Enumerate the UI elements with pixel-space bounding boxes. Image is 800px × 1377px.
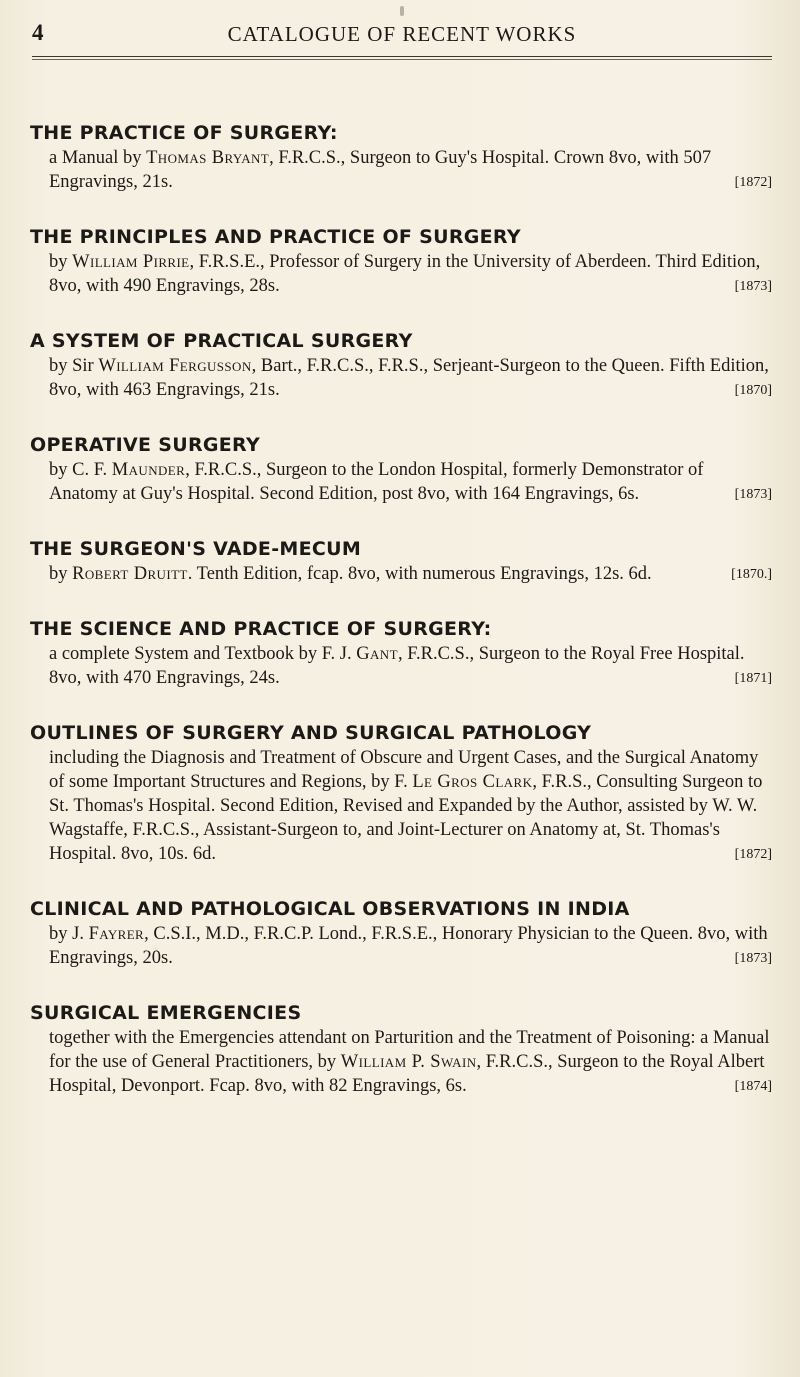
entry-description [49,250,772,298]
entry-title: OUTLINES OF SURGERY AND SURGICAL PATHOLOGY [30,722,592,744]
entry-description-lead: by [49,564,73,584]
entry-author: Maunder [111,460,186,480]
entry-title: THE PRACTICE OF SURGERY: [30,122,338,144]
entry-description [49,922,772,970]
catalogue-entry [30,1000,772,1098]
entry-description-lead: by Sir [49,356,99,376]
entry-year: [1871] [734,671,772,686]
entry-description [49,354,772,402]
entry-description-detail: , F.R.C.S., Surgeon to the Royal Free Hospital. 8vo, with 470 Engravings, 24s. [49,644,745,688]
header-rule [32,56,772,57]
entry-description [49,562,772,586]
entry-description [49,458,772,506]
entry-title: THE SCIENCE AND PRACTICE OF SURGERY: [30,618,492,640]
page-number: 4 [32,20,44,45]
entry-description-lead: by C. F. [49,460,112,480]
entry-title: SURGICAL EMERGENCIES [30,1002,302,1024]
entry-year: [1872] [734,847,772,862]
entry-title: A SYSTEM OF PRACTICAL SURGERY [30,330,413,352]
entry-list [30,120,772,1128]
entry-title: THE PRINCIPLES AND PRACTICE OF SURGERY [30,226,521,248]
entry-year: [1870] [734,383,772,398]
entry-description-lead: a complete System and Textbook by F. J. [49,644,357,664]
entry-title: THE SURGEON'S VADE-MECUM [30,538,362,560]
entry-year: [1873] [734,951,772,966]
catalogue-entry [30,224,772,298]
entry-description-detail: , Bart., F.R.C.S., F.R.S., Serjeant-Surgeon to the Queen. Fifth Edition, 8vo, with 463 Engravings, 21s. [49,356,769,400]
entry-description-lead: a Manual by [49,148,147,168]
entry-description [49,146,772,194]
entry-description-detail: . Tenth Edition, fcap. 8vo, with numerous Engravings, 12s. 6d. [187,564,652,584]
entry-author: Thomas Bryant [146,148,270,168]
entry-year: [1873] [734,487,772,502]
entry-year: [1870.] [731,567,772,582]
catalogue-entry [30,120,772,194]
entry-author: William P. Swain [340,1052,477,1072]
entry-author: William Pirrie [72,252,190,272]
entry-year: [1872] [734,175,772,190]
entry-description-lead: by J. [49,924,89,944]
entry-description-detail: , F.R.C.S., Surgeon to the London Hospital, formerly Demonstrator of Anatomy at Guy's Hospital. Second Edition, post 8vo, with 164 Engravings, 6s. [49,460,704,504]
entry-description [49,642,772,690]
catalogue-entry [30,616,772,690]
entry-description-lead: by [49,252,73,272]
catalogue-entry [30,720,772,866]
entry-description-detail: , F.R.C.S., Surgeon to the Royal Albert Hospital, Devonport. Fcap. 8vo, with 82 Engravings, 6s. [49,1052,765,1096]
entry-author: Fayrer [88,924,145,944]
catalogue-entry [30,432,772,506]
entry-description-lead: including the Diagnosis and Treatment of Obscure and Urgent Cases, and the Surgical Anatomy of some Important Structures and Regions, by F. [49,748,759,792]
entry-author: William Fergusson [98,356,252,376]
entry-author: Le Gros Clark [412,772,533,792]
entry-description [49,1026,772,1098]
running-title: CATALOGUE OF RECENT WORKS [227,22,577,46]
entry-description-detail: , F.R.S., Consulting Surgeon to St. Thomas's Hospital. Second Edition, Revised and Expanded by the Author, assisted by W. W. Wagstaffe, F.R.C.S., Assistant-Surgeon to, and Joint-Lecturer on Anatomy at, St. Thomas's Hospital. 8vo, 10s. 6d. [49,772,763,864]
entry-description [49,746,772,866]
catalogue-entry [30,536,772,586]
entry-title: CLINICAL AND PATHOLOGICAL OBSERVATIONS IN INDIA [30,898,630,920]
entry-year: [1874] [734,1079,772,1094]
entry-author: Gant [356,644,398,664]
entry-description-lead: together with the Emergencies attendant on Parturition and the Treatment of Poisoning: a Manual for the use of General Practitioners, by [49,1028,770,1072]
entry-description-detail: , C.S.I., M.D., F.R.C.P. Lond., F.R.S.E., Honorary Physician to the Queen. 8vo, with Engravings, 20s. [49,924,768,968]
header-rule-thin [32,59,772,60]
entry-description-detail: , F.R.C.S., Surgeon to Guy's Hospital. Crown 8vo, with 507 Engravings, 21s. [49,148,712,192]
catalogue-entry [30,328,772,402]
entry-year: [1873] [734,279,772,294]
entry-title: OPERATIVE SURGERY [30,434,261,456]
entry-description-detail: , F.R.S.E., Professor of Surgery in the University of Aberdeen. Third Edition, 8vo, with 490 Engravings, 28s. [49,252,761,296]
page-header [32,20,772,60]
entry-author: Robert Druitt [72,564,188,584]
catalogue-entry [30,896,772,970]
ink-speck [400,6,404,16]
